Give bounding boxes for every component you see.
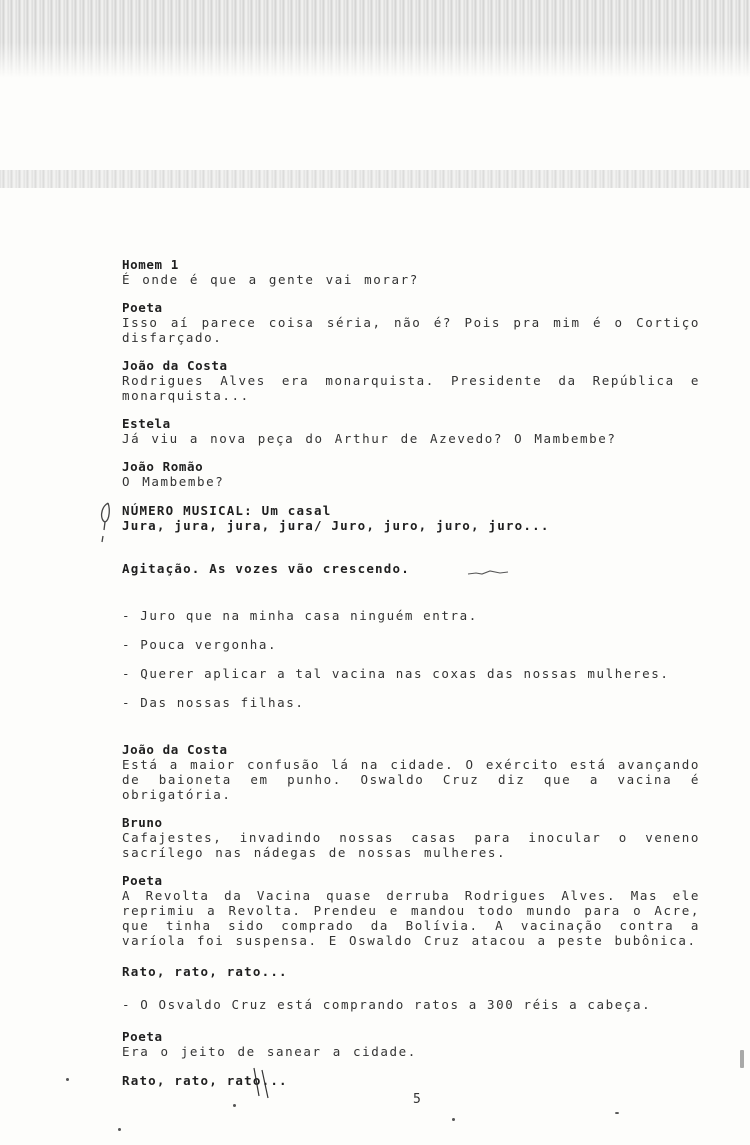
speaker-name: João Romão <box>122 459 204 474</box>
speaker-name: Poeta <box>122 1029 163 1044</box>
dialogue-line: Cafajestes, invadindo nossas casas para inocular o veneno sacrílego nas nádegas de nossas mulheres. <box>122 830 700 860</box>
dialogue-joao-da-costa-2 <box>122 743 700 802</box>
dialogue-joao-romao <box>122 460 700 489</box>
crowd-line: - Pouca vergonha. <box>122 637 278 652</box>
handwritten-margin-mark <box>96 500 116 544</box>
dialogue-poeta-2 <box>122 874 700 948</box>
scan-speck <box>615 1112 619 1114</box>
dialogue-line: Era o jeito de sanear a cidade. <box>122 1044 417 1059</box>
musical-number-heading: NÚMERO MUSICAL: Um casal <box>122 503 332 518</box>
speaker-name: João da Costa <box>122 358 228 373</box>
scan-speck <box>66 1078 69 1081</box>
pen-stroke-mark <box>466 568 510 578</box>
dialogue-homem1 <box>122 258 700 287</box>
dialogue-line: O Mambembe? <box>122 474 225 489</box>
speaker-name: João da Costa <box>122 742 228 757</box>
scan-speck <box>452 1118 455 1121</box>
musical-number-lyrics: Jura, jura, jura, jura/ Juro, juro, juro, juro... <box>122 518 550 533</box>
dialogue-line: Isso aí parece coisa séria, não é? Pois pra mim é o Cortiço disfarçado. <box>122 315 700 345</box>
scan-noise-top <box>0 0 750 78</box>
speaker-name: Bruno <box>122 815 163 830</box>
scan-speck <box>740 1050 744 1068</box>
scan-speck <box>118 1128 121 1131</box>
dialogue-poeta-1 <box>122 301 700 345</box>
speaker-name: Poeta <box>122 300 163 315</box>
chant-rato-2: Rato, rato, rato... <box>122 1073 288 1088</box>
dialogue-line: A Revolta da Vacina quase derruba Rodrigues Alves. Mas ele reprimiu a Revolta. Prendeu e mandou todo mundo para o Acre, que tinha sido comprado da Bolívia. A vacinação contra a varíola foi suspensa. E Oswaldo Cruz atacou a peste bubônica. <box>122 888 700 948</box>
crowd-line: - Querer aplicar a tal vacina nas coxas das nossas mulheres. <box>122 666 670 681</box>
chant-rato-1: Rato, rato, rato... <box>122 964 288 979</box>
pen-stroke-mark <box>244 1066 274 1102</box>
script-page <box>122 258 700 1088</box>
crowd-line: - Juro que na minha casa ninguém entra. <box>122 608 478 623</box>
dialogue-bruno <box>122 816 700 860</box>
speaker-name: Estela <box>122 416 171 431</box>
dialogue-line: Está a maior confusão lá na cidade. O exército está avançando de baioneta em punho. Oswaldo Cruz diz que a vacina é obrigatória. <box>122 757 700 802</box>
speaker-name: Homem 1 <box>122 257 179 272</box>
dialogue-line: É onde é que a gente vai morar? <box>122 272 419 287</box>
crowd-line: - Das nossas filhas. <box>122 695 305 710</box>
dialogue-poeta-3 <box>122 1030 700 1059</box>
page-number: 5 <box>413 1092 421 1107</box>
dialogue-line: Já viu a nova peça do Arthur de Azevedo? O Mambembe? <box>122 431 617 446</box>
scan-speck <box>233 1104 236 1107</box>
dialogue-line: Rodrigues Alves era monarquista. Presidente da República e monarquista... <box>122 373 700 403</box>
musical-number <box>122 503 700 533</box>
crowd-lines <box>122 608 700 710</box>
dialogue-estela <box>122 417 700 446</box>
scan-noise-middle <box>0 170 750 188</box>
dialogue-joao-da-costa-1 <box>122 359 700 403</box>
stage-direction: Agitação. As vozes vão crescendo. <box>122 561 410 576</box>
speaker-name: Poeta <box>122 873 163 888</box>
rat-price-line: - O Osvaldo Cruz está comprando ratos a 300 réis a cabeça. <box>122 997 652 1012</box>
